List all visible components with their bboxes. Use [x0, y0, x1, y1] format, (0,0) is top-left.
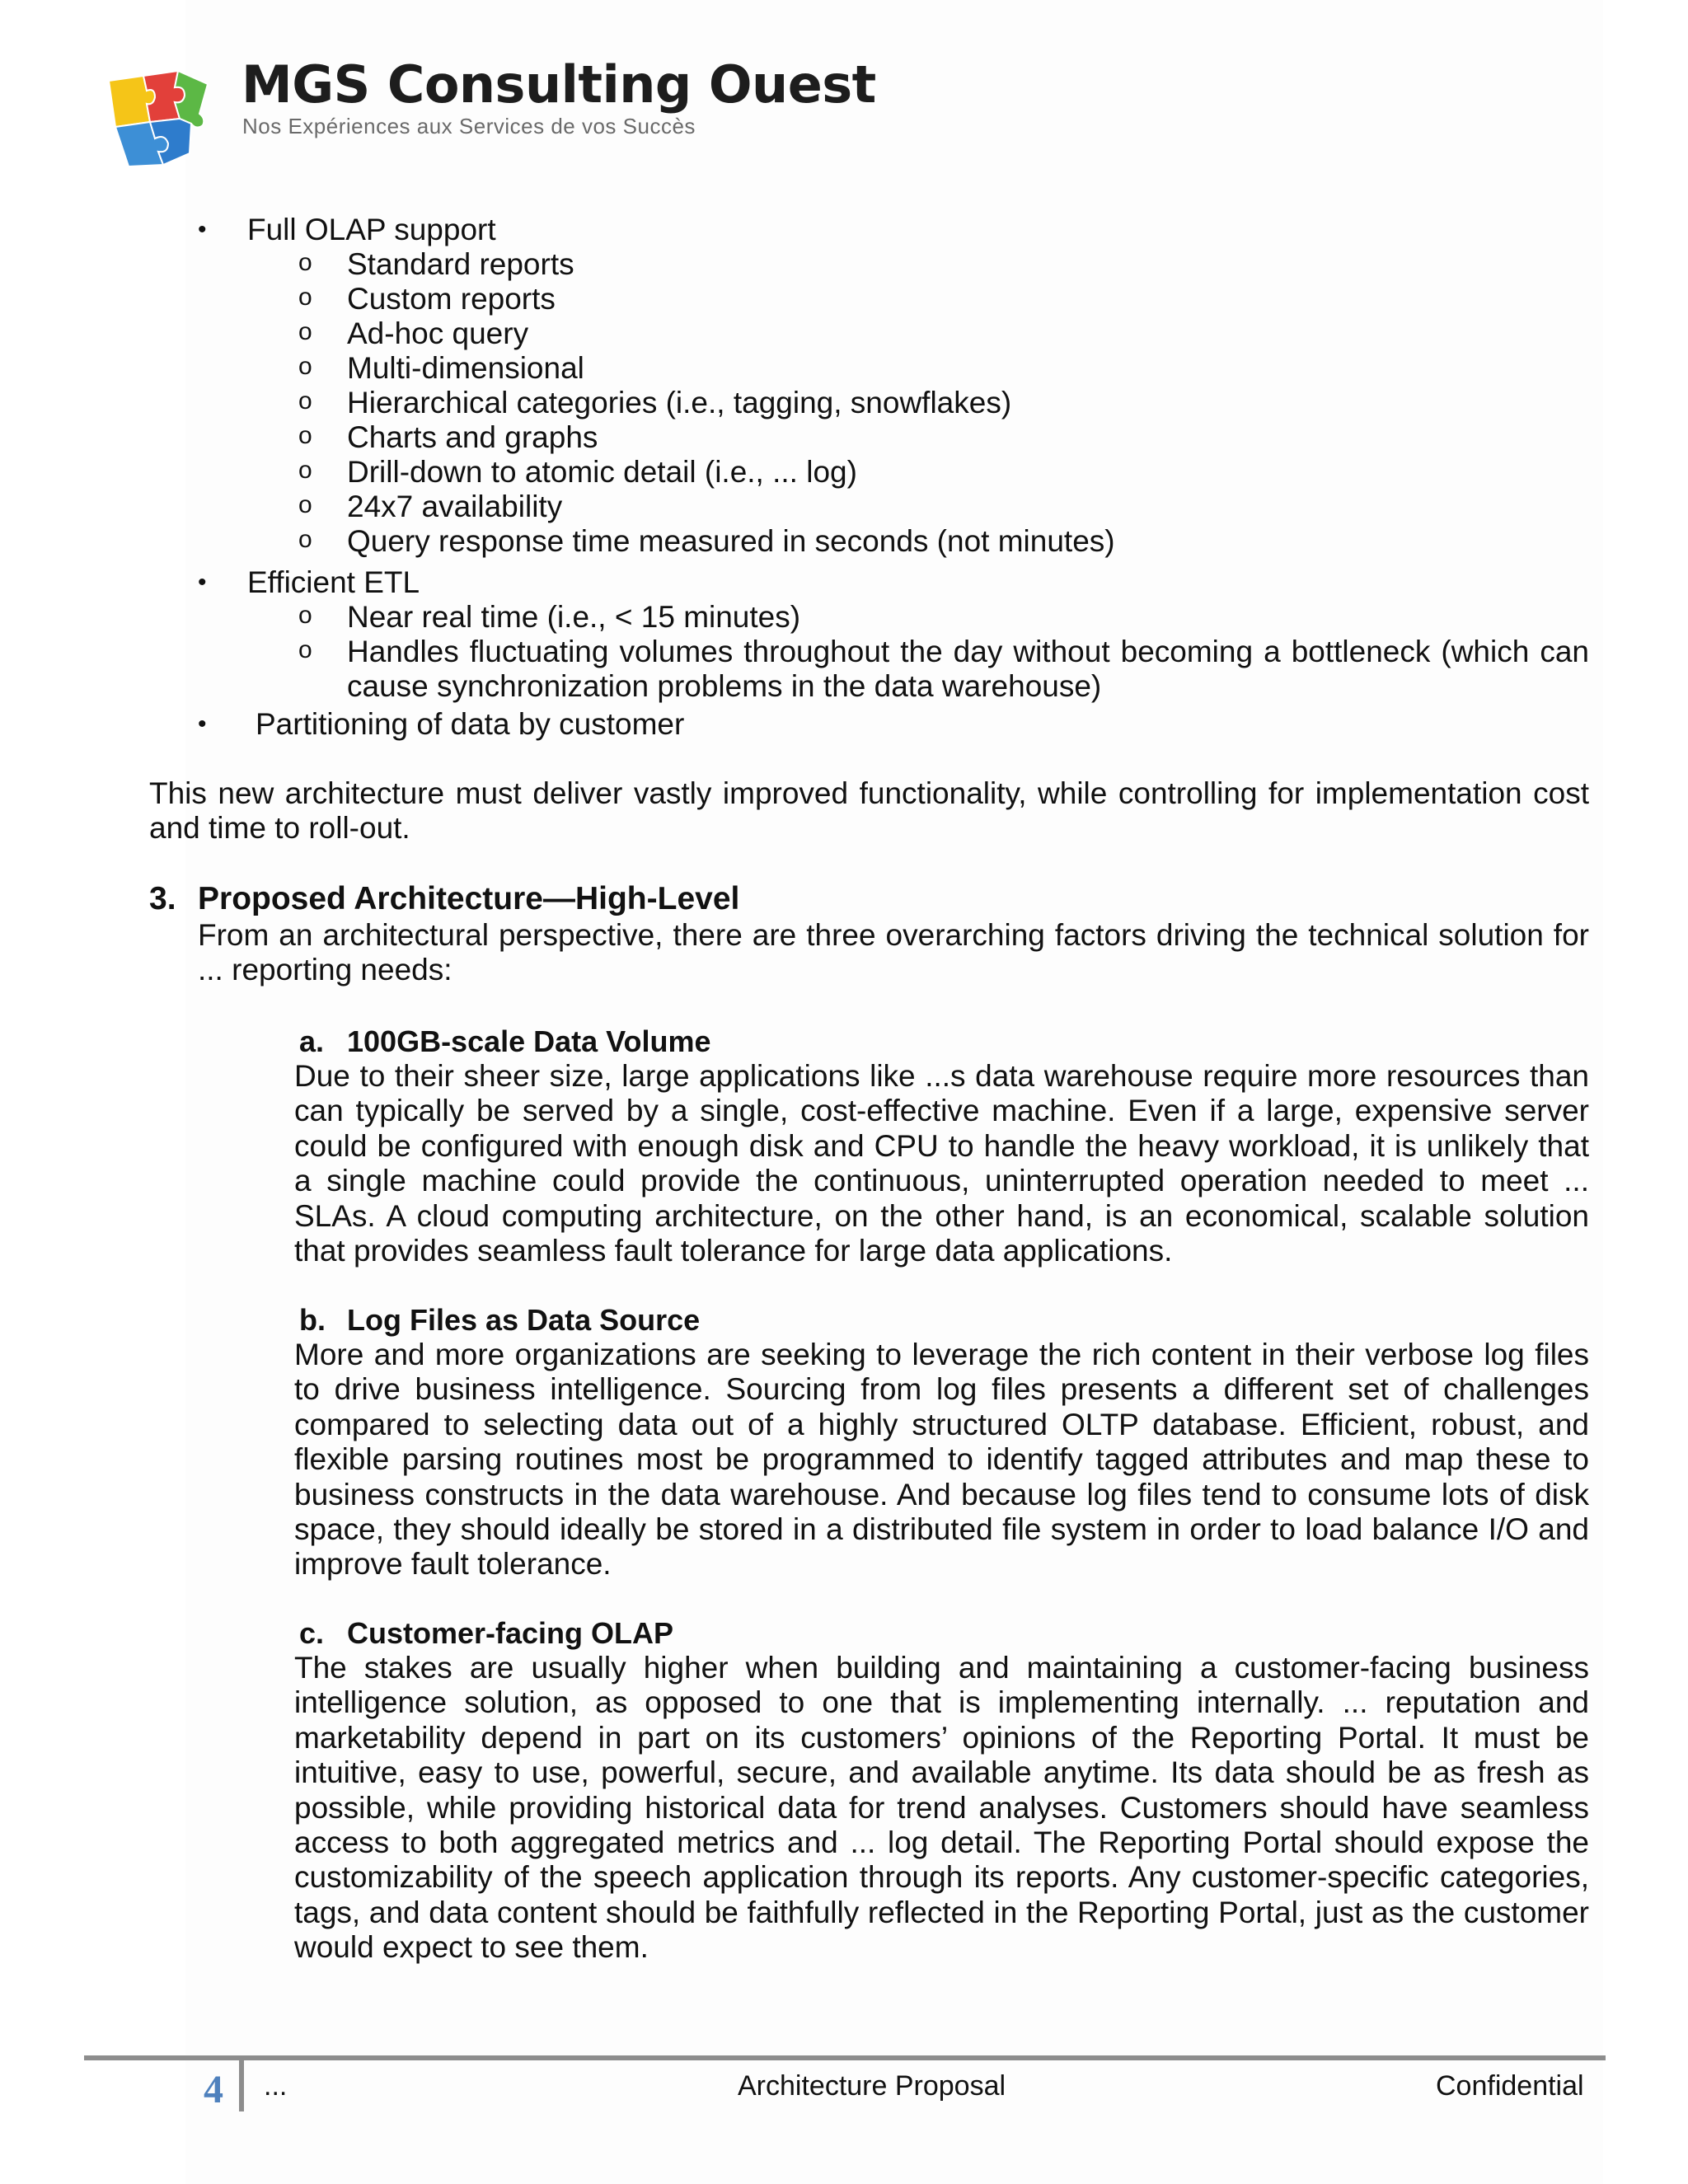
sub-bullet-icon: o — [298, 602, 312, 629]
sub-bullet-icon: o — [298, 636, 312, 663]
sub-bullet-icon: o — [298, 249, 312, 276]
section-intro: From an architectural perspective, there are three overarching factors driving the technical solution for ... reporting needs: — [198, 918, 1589, 987]
sub-bullet-icon: o — [298, 457, 312, 484]
sub-bullet-icon: o — [298, 526, 312, 553]
list-item: Full OLAP support — [247, 213, 496, 246]
subsection-title: Log Files as Data Source — [347, 1303, 701, 1337]
subsection-body: More and more organizations are seeking to leverage the rich content in their verbose log files to drive business intelligence. Sourcing from log files presents a different set of challenges compared to selecting data out of a highly structured OLTP database. Efficient, robust, and flexible parsing routines most be programmed to identify tagged attributes and map these to business constructs in the data warehouse. And because log files tend to consume lots of disk space, they should ideally be stored in a distributed file system in order to load balance I/O and improve fault tolerance. — [294, 1338, 1589, 1582]
list-subitem: Hierarchical categories (i.e., tagging, snowflakes) — [347, 386, 1012, 419]
list-subitem: Drill-down to atomic detail (i.e., ... log) — [347, 455, 857, 489]
company-name: MGS Consulting Ouest — [241, 54, 876, 115]
bullet-icon: • — [198, 569, 207, 596]
footer-rule — [84, 2055, 1606, 2060]
sub-bullet-icon: o — [298, 491, 312, 518]
subsection-letter: a. — [299, 1024, 325, 1058]
list-subitem: 24x7 availability — [347, 490, 563, 523]
subsection-body: Due to their sheer size, large applications like ...s data warehouse require more resources than can typically be served by a single, cost-effective machine. Even if a large, expensive server could be configured with enough disk and CPU to handle the heavy workload, it is unlikely that a single machine could provide the continuous, uninterrupted operation needed to meet ... SLAs. A cloud computing architecture, on the other hand, is an economical, scalable solution that provides seamless fault tolerance for large data applications. — [294, 1059, 1589, 1268]
footer-confidential-label: Confidential — [1436, 2070, 1584, 2102]
intro-paragraph: This new architecture must deliver vastly improved functionality, while controlling for implementation cost and time to roll-out. — [149, 776, 1589, 846]
list-subitem: Multi-dimensional — [347, 351, 584, 385]
section-number: 3. — [149, 881, 176, 916]
page-number: 4 — [204, 2068, 223, 2111]
list-subitem: Handles fluctuating volumes throughout the day without becoming a bottleneck (which can cause synchronization problems in the data warehouse) — [347, 635, 1589, 704]
sub-bullet-icon: o — [298, 284, 312, 311]
subsection-body: The stakes are usually higher when building and maintaining a customer-facing business intelligence solution, as opposed to one that is implementing internally. ... reputation and marketability depend in part on its customers’ opinions of the Reporting Portal. It must be intuitive, easy to use, powerful, secure, and available anytime. Its data should be as fresh as possible, while providing historical data for trend analyses. Customers should have seamless access to both aggregated metrics and ... log detail. The Reporting Portal should expose the customizability of the speech application through its reports. Any customer-specific categories, tags, and data content should be faithfully reflected in the Reporting Portal, just as the customer would expect to see them. — [294, 1651, 1589, 1965]
sub-bullet-icon: o — [298, 353, 312, 380]
list-subitem: Query response time measured in seconds (not minutes) — [347, 524, 1115, 558]
list-subitem: Charts and graphs — [347, 420, 598, 454]
list-subitem: Near real time (i.e., < 15 minutes) — [347, 600, 801, 634]
bullet-icon: • — [198, 216, 207, 243]
sub-bullet-icon: o — [298, 387, 312, 415]
list-subitem: Standard reports — [347, 247, 574, 281]
list-subitem: Custom reports — [347, 282, 556, 316]
subsection-title: Customer-facing OLAP — [347, 1616, 674, 1650]
section-title: Proposed Architecture—High-Level — [198, 881, 740, 916]
sub-bullet-icon: o — [298, 422, 312, 449]
subsection-letter: c. — [299, 1616, 325, 1650]
sub-bullet-icon: o — [298, 318, 312, 345]
list-item: Partitioning of data by customer — [256, 707, 685, 741]
list-item: Efficient ETL — [247, 565, 420, 599]
footer-left-text: ... — [264, 2070, 288, 2102]
bullet-icon: • — [198, 710, 207, 738]
list-subitem: Ad-hoc query — [347, 316, 529, 350]
footer-document-title: Architecture Proposal — [738, 2070, 1006, 2102]
company-tagline: Nos Expériences aux Services de vos Succès — [242, 114, 696, 138]
footer-divider — [239, 2060, 244, 2111]
subsection-title: 100GB-scale Data Volume — [347, 1024, 711, 1058]
subsection-letter: b. — [299, 1303, 326, 1337]
puzzle-pieces-icon — [92, 48, 224, 171]
